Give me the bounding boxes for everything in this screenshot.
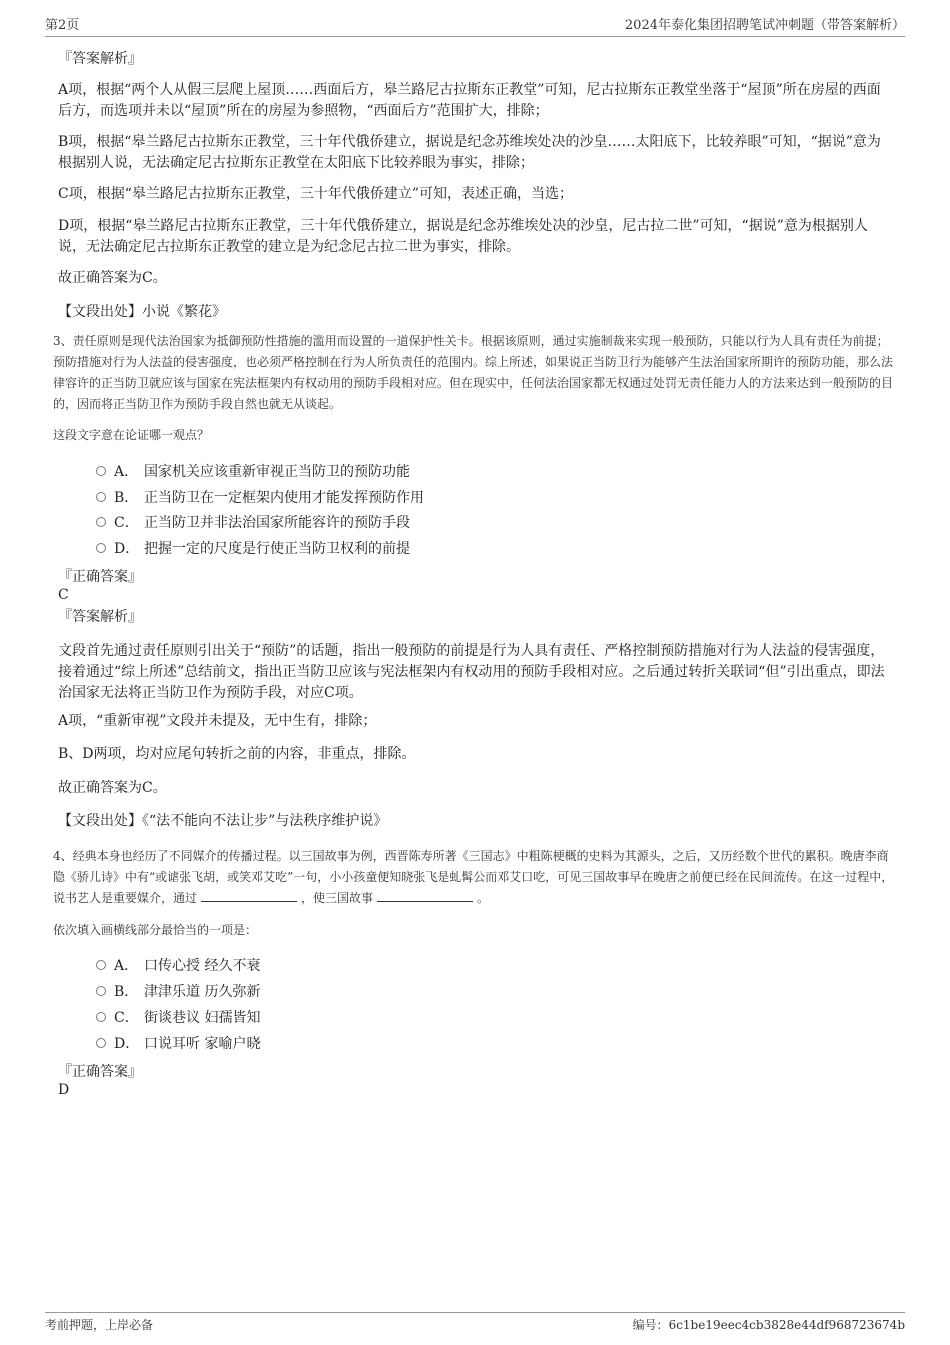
q3-option-a[interactable]: A． 国家机关应该重新审视正当防卫的预防功能 [96,462,410,482]
q2-analysis-d: D项，根据“皋兰路尼古拉斯东正教堂，三十年代俄侨建立，据说是纪念苏维埃处决的沙皇，尼古拉二世”可知，“据说”意为根据别人说，无法确定尼古拉斯东正教堂的建立是为纪念尼古拉二世为事实，排除。 [58,218,868,255]
q3-correct-label: 『正确答案』 [58,569,142,585]
q4-option-a[interactable]: A． 口传心授 经久不衰 [96,956,260,976]
blank-2 [377,890,473,902]
radio-icon[interactable] [96,1038,106,1048]
q4-option-d[interactable]: D． 口说耳听 家喻户晓 [96,1034,260,1054]
footer-slogan: 考前押题，上岸必备 [45,1318,154,1332]
q3-analysis-bd: B、D两项，均对应尾句转折之前的内容，非重点，排除。 [58,746,416,762]
document-id: 编号：6c1be19eec4cb3828e44df968723674b [632,1318,905,1332]
q3-analysis-label: 『答案解析』 [58,609,142,625]
radio-icon[interactable] [96,1012,106,1022]
blank-1 [201,890,297,902]
q3-analysis: 文段首先通过责任原则引出关于“预防”的话题，指出一般预防的前提是行为人具有责任、严格控制预防措施对行为人法益的侵害强度，接着通过“综上所述”总结前文，指出正当防卫应该与宪法框架内有权动用的预防手段相对应。之后通过转折关联词“但”引出重点，即法治国家无法将正当防卫作为预防手段，对应C项。 [58,643,885,701]
page-footer [45,1312,905,1335]
q3-correct-value: C [58,587,69,603]
q3-question: 这段文字意在论证哪一观点？ [53,428,210,442]
radio-icon[interactable] [96,517,106,527]
page-number: 第2页 [45,18,80,33]
q3-option-d[interactable]: D． 把握一定的尺度是行使正当防卫权利的前提 [96,539,410,559]
q2-analysis-b: B项，根据“皋兰路尼古拉斯东正教堂，三十年代俄侨建立，据说是纪念苏维埃处决的沙皇……太阳底下，比较养眼”可知，“据说”意为根据别人说，无法确定尼古拉斯东正教堂在太阳底下比较养眼为事实，排除； [58,134,881,171]
q2-conclusion: 故正确答案为C。 [58,270,167,286]
q2-analysis-a: A项，根据“两个人从假三层爬上屋顶……西面后方，皋兰路尼古拉斯东正教堂”可知，尼古拉斯东正教堂坐落于“屋顶”所在房屋的西面后方，而选项并未以“屋顶”所在的房屋为参照物，“西面后方”范围扩大，排除； [58,82,881,119]
q4-correct-value: D [58,1082,70,1098]
radio-icon[interactable] [96,543,106,553]
q4-correct-label: 『正确答案』 [58,1064,142,1080]
page-header [45,14,905,37]
q2-analysis-c: C项，根据“皋兰路尼古拉斯东正教堂，三十年代俄侨建立”可知，表述正确，当选； [58,186,574,202]
q2-source: 【文段出处】小说《繁花》 [58,304,226,320]
q4-option-c[interactable]: C． 街谈巷议 妇孺皆知 [96,1008,260,1028]
q4-option-b[interactable]: B． 津津乐道 历久弥新 [96,982,260,1002]
q2-analysis-label: 『答案解析』 [58,51,142,67]
q3-option-c[interactable]: C． 正当防卫并非法治国家所能容许的预防手段 [96,513,410,533]
q3-option-b[interactable]: B． 正当防卫在一定框架内使用才能发挥预防作用 [96,488,424,508]
radio-icon[interactable] [96,960,106,970]
q4-passage: 4、经典本身也经历了不同媒介的传播过程。以三国故事为例，西晋陈寿所著《三国志》中粗陈梗概的史料为其源头，之后，又历经数个世代的累积。晚唐李商隐《骄儿诗》中有“或谑张飞胡，或笑邓艾吃”一句，小小孩童便知晓张飞是虬髯公而邓艾口吃，可见三国故事早在晚唐之前便已经在民间流传。在这一过程中，说书艺人是重要媒介，通过 ，使三国故事 。 [53,849,894,905]
radio-icon[interactable] [96,492,106,502]
radio-icon[interactable] [96,986,106,996]
q3-passage: 3、责任原则是现代法治国家为抵御预防性措施的滥用而设置的一道保护性关卡。根据该原则，通过实施制裁来实现一般预防，只能以行为人具有责任为前提；预防措施对行为人法益的侵害强度，也必须严格控制在行为人所负责任的范围内。综上所述，如果说正当防卫行为能够产生法治国家所期许的预防功能，那么法律容许的正当防卫就应该与国家在宪法框架内有权动用的预防手段相对应。但在现实中，任何法治国家都无权通过处罚无责任能力人的方法来达到一般预防的目的，因而将正当防卫作为预防手段自然也就无从谈起。 [53,334,894,411]
radio-icon[interactable] [96,466,106,476]
q4-question: 依次填入画横线部分最恰当的一项是： [53,923,258,937]
q3-analysis-a: A项，“重新审视”文段并未提及，无中生有，排除； [58,713,377,729]
q3-conclusion: 故正确答案为C。 [58,780,167,796]
q3-source: 【文段出处】《“法不能向不法让步”与法秩序维护说》 [58,813,388,829]
document-title: 2024年泰化集团招聘笔试冲刺题（带答案解析） [624,18,905,33]
